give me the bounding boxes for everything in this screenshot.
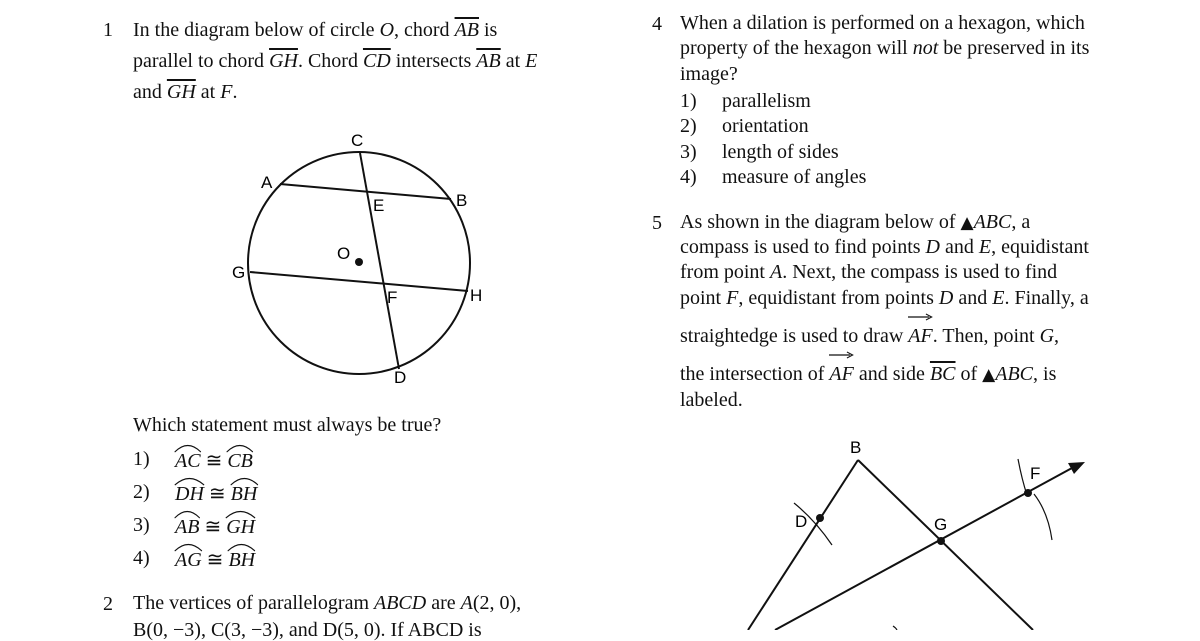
center-point-o	[355, 258, 363, 266]
label-b: B	[456, 191, 468, 210]
congruent-symbol: ≅	[208, 483, 226, 505]
q2-stem-line2: B(0, −3), C(3, −3), and D(5, 0). If ABCD is	[133, 619, 482, 641]
option-number: 2)	[133, 481, 150, 503]
q2-stem-line1	[133, 593, 521, 613]
q1-text: at	[500, 50, 526, 72]
triangle-symbol: ▲	[982, 365, 996, 385]
q1-text: at	[195, 81, 221, 103]
triangle-symbol: ▲	[960, 213, 974, 233]
q5-construction-diagram	[740, 430, 1100, 630]
q1-text: , chord	[394, 19, 455, 41]
ray-af	[908, 326, 932, 346]
q1-stem-line1	[133, 20, 497, 40]
option-number: 4)	[133, 547, 150, 569]
arc-label: AC	[175, 450, 201, 472]
q5-point-e: E	[978, 236, 992, 258]
arc-label: BH	[230, 483, 258, 505]
option-text	[175, 514, 255, 539]
arc-label: AG	[175, 549, 202, 571]
chord-cd	[360, 153, 399, 369]
q1-text: In the diagram below of circle	[133, 19, 380, 41]
q1-text: parallel to chord	[133, 50, 270, 72]
q4-text: be preserved in its	[938, 37, 1090, 59]
arc-cb	[227, 450, 253, 473]
label-e: E	[373, 196, 385, 215]
q1-point-e: E	[525, 50, 538, 72]
arc-label: GH	[226, 516, 256, 538]
q1-text: and	[133, 81, 167, 103]
q1-point-f: F	[220, 81, 233, 103]
q5-point-e: E	[992, 287, 1005, 309]
arc-label: DH	[175, 483, 204, 505]
option-text: length of sides	[722, 141, 839, 163]
q1-circle-name: O	[379, 19, 395, 41]
q5-point-f: F	[726, 287, 739, 309]
q4-number: 4	[652, 13, 662, 35]
q1-text: is	[479, 19, 498, 41]
q5-stem-line6	[680, 364, 1056, 384]
option-number: 3)	[680, 141, 697, 163]
arc-ab	[175, 516, 199, 539]
q5-stem-line1	[680, 212, 1030, 232]
q1-stem-line3	[133, 82, 237, 102]
q5-triangle-name: ABC	[995, 363, 1034, 385]
option-number: 3)	[133, 514, 150, 536]
q2-text: are	[426, 592, 461, 614]
q1-segment-ab: $\overline{AB}$	[454, 19, 479, 41]
point-g	[937, 537, 945, 545]
label-b: B	[850, 438, 862, 457]
q5-point-a: A	[770, 261, 783, 283]
q5-text: , a	[1011, 211, 1031, 233]
arc-dh	[175, 483, 204, 506]
q2-text: The vertices of parallelogram	[133, 592, 374, 614]
label-g: G	[934, 515, 948, 534]
q5-text: . Next, the compass is used to find	[782, 261, 1058, 283]
arc-f1	[1018, 459, 1027, 495]
option-text: measure of angles	[722, 166, 867, 188]
q5-point-d: D	[938, 287, 954, 309]
q2-point-a: A	[460, 592, 473, 614]
arc-ac	[175, 450, 201, 473]
q5-text: , equidistant from points	[738, 287, 939, 309]
q5-point-d: D	[925, 236, 940, 258]
option-text: parallelism	[722, 90, 811, 112]
q5-stem-line4	[680, 288, 1089, 308]
q5-text: of	[955, 363, 983, 385]
q1-text: intersects	[390, 50, 477, 72]
point-f	[1024, 489, 1032, 497]
label-d: D	[394, 368, 407, 387]
q5-stem-line3	[680, 262, 1057, 282]
q1-segment-ab: $\overline{AB}$	[476, 50, 501, 72]
option-text	[175, 481, 257, 506]
q4-text: property of the hexagon will	[680, 37, 913, 59]
q5-text: As shown in the diagram below of	[680, 211, 961, 233]
q1-segment-cd: $\overline{CD}$	[362, 50, 391, 72]
q5-segment-bc: $\overline{BC}$	[929, 363, 956, 385]
q2-text: (2, 0),	[472, 592, 522, 614]
q1-number: 1	[103, 19, 113, 41]
q1-stem-line2	[133, 51, 537, 71]
q1-text: .	[232, 81, 238, 103]
congruent-symbol: ≅	[206, 549, 224, 571]
q5-stem-line7: labeled.	[680, 389, 743, 411]
arc-bh	[228, 549, 255, 572]
q5-text: point	[680, 287, 727, 309]
q5-stem-line2	[680, 237, 1089, 257]
q5-point-g: G	[1039, 325, 1055, 347]
label-c: C	[351, 131, 364, 150]
q1-text: . Chord	[297, 50, 363, 72]
option-text: orientation	[722, 115, 809, 137]
q1-prompt: Which statement must always be true?	[133, 414, 442, 436]
option-number: 1)	[680, 90, 697, 112]
label-o: O	[337, 244, 351, 263]
label-f: F	[387, 288, 398, 307]
label-h: H	[470, 286, 483, 305]
point-d	[816, 514, 824, 522]
q5-text: and	[940, 236, 979, 258]
arc-f2	[1034, 494, 1052, 540]
q1-segment-gh: $\overline{GH}$	[166, 81, 196, 103]
option-text	[175, 547, 255, 572]
q5-text: compass is used to find points	[680, 236, 926, 258]
ray-label: AF	[829, 363, 854, 385]
q5-stem-line5	[680, 326, 1059, 346]
congruent-symbol: ≅	[204, 516, 222, 538]
q5-text: and side	[853, 363, 930, 385]
q4-stem-line2	[680, 38, 1089, 58]
q5-text: . Then, point	[932, 325, 1040, 347]
option-number: 2)	[680, 115, 697, 137]
label-d: D	[795, 512, 808, 531]
arc-e	[893, 626, 897, 630]
option-number: 4)	[680, 166, 697, 188]
label-a: A	[261, 173, 273, 192]
arc-gh	[226, 516, 255, 539]
ray-label: AF	[908, 325, 933, 347]
q1-circle-diagram	[225, 128, 495, 390]
side-ab	[748, 460, 858, 630]
q2-number: 2	[103, 593, 113, 615]
option-number: 1)	[133, 448, 150, 470]
q5-text: straightedge is used to draw	[680, 325, 909, 347]
option-text	[175, 448, 253, 473]
label-f: F	[1030, 464, 1041, 483]
arc-label: CB	[227, 450, 253, 472]
q5-text: . Finally, a	[1004, 287, 1089, 309]
q5-text: the intersection of	[680, 363, 830, 385]
q4-stem-line3: image?	[680, 63, 738, 85]
q5-triangle-name: ABC	[973, 211, 1012, 233]
arc-ag	[175, 549, 202, 572]
side-bc	[858, 460, 1033, 630]
q5-text: from point	[680, 261, 770, 283]
arc-label: BH	[228, 549, 256, 571]
congruent-symbol: ≅	[205, 450, 223, 472]
ray-af	[829, 364, 853, 384]
label-g: G	[232, 263, 246, 282]
arc-bh	[231, 483, 258, 506]
q5-text: and	[953, 287, 993, 309]
q5-text: , is	[1033, 363, 1057, 385]
q5-text: , equidistant	[991, 236, 1089, 258]
q2-parallelogram-name: ABCD	[374, 592, 427, 614]
q1-segment-gh: $\overline{GH}$	[269, 50, 298, 72]
chord-gh	[250, 272, 468, 291]
q5-number: 5	[652, 212, 662, 234]
q4-stem-line1: When a dilation is performed on a hexagon, which	[680, 12, 1085, 34]
q4-emphasis-not: not	[912, 37, 939, 59]
arc-label: AB	[175, 516, 200, 538]
q5-text: ,	[1054, 325, 1060, 347]
